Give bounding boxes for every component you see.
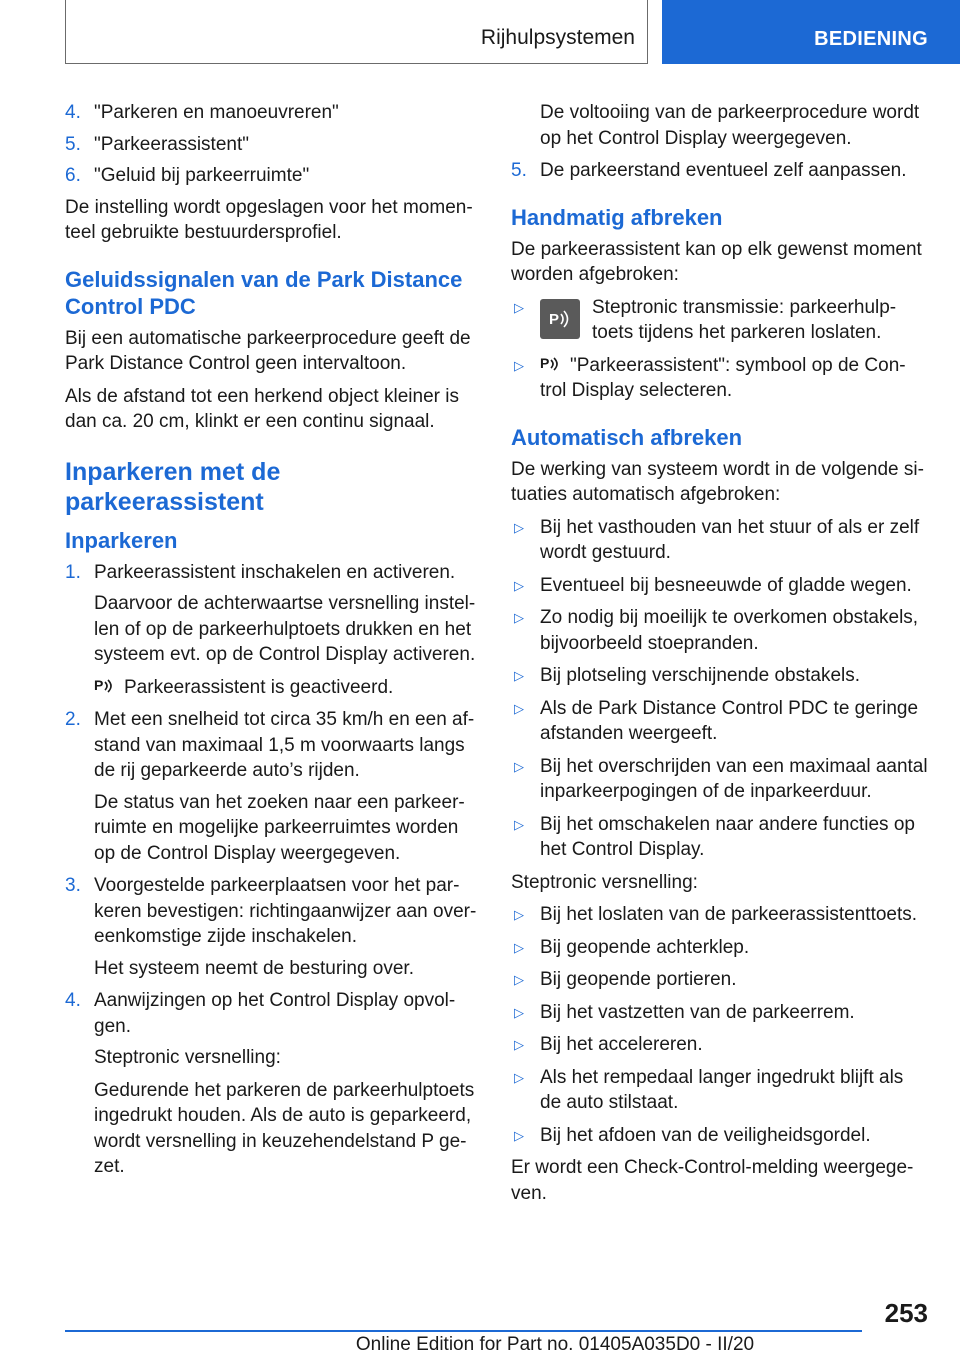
svg-text:P: P [549, 310, 560, 328]
bullet-icon: ▷ [514, 668, 524, 683]
paragraph: De werking van systeem wordt in de volgende si-tuaties automatisch afgebroken: [511, 458, 924, 505]
bullet-icon: ▷ [514, 1037, 524, 1052]
list-item [511, 1000, 929, 1026]
step-detail: De voltooiing van de parkeerprocedure wordt op het Control Display weergegeven. [540, 102, 920, 149]
bullet-icon: ▷ [514, 758, 524, 774]
list-text: Bij geopende achterklep. [540, 936, 750, 958]
list-item [65, 163, 483, 189]
park-assist-icon [540, 354, 562, 374]
step-text: Voorgestelde parkeerplaatsen voor het par-keren bevestigen: richtingaanwijzer aan over-eenkomstige zijde inschakelen. [94, 875, 477, 947]
list-text: "Parkeerassistent" [94, 133, 249, 155]
paragraph: De parkeerassistent kan op elk gewenst moment worden afgebroken: [511, 238, 922, 285]
footer-edition: Online Edition for Part no. 01405A035D0 - II/20 [355, 1334, 755, 1355]
list-text: Als het rempedaal langer ingedrukt blijft als de auto stilstaat. [540, 1066, 904, 1113]
heading-manual-cancel: Handmatig afbreken [511, 204, 723, 230]
step-detail: De status van het zoeken naar een parkeer-ruimte en mogelijke parkeerruimtes worden op de Control Display weergegeven. [94, 791, 465, 864]
list-text-wrap [540, 353, 929, 404]
list-number: 5. [65, 133, 81, 155]
auto-list [511, 515, 929, 863]
step-item [65, 988, 483, 1039]
list-item [511, 812, 929, 863]
park-assist-button-icon [540, 299, 580, 339]
bullet-icon: ▷ [514, 972, 524, 987]
list-text: Bij het vastzetten van de parkeerrem. [540, 1001, 855, 1023]
step-detail: Gedurende het parkeren de parkeerhulptoets ingedrukt houden. Als de auto is geparkeerd, wordt versnelling in keuzehendelstand P ge-zet. [94, 1079, 475, 1177]
list-item [511, 1123, 929, 1149]
bullet-icon: ▷ [514, 816, 524, 832]
step-detail: Daarvoor de achterwaartse versnelling instel-len of op de parkeerhulptoets drukken en het systeem evt. op de Control Display activeren. [94, 593, 476, 665]
bullet-icon: ▷ [514, 907, 524, 922]
list-item [511, 696, 929, 747]
step-text: De parkeerstand eventueel zelf aanpassen. [540, 160, 907, 181]
chapter-tab [662, 0, 960, 64]
list-text: Bij het omschakelen naar andere functies op het Control Display. [540, 813, 915, 860]
list-item [511, 515, 929, 566]
list-text: Bij geopende portieren. [540, 969, 737, 990]
list-text: "Parkeren en manoeuvreren" [94, 102, 339, 123]
svg-text:P: P [540, 354, 550, 371]
bullet-icon: ▷ [514, 577, 524, 593]
step-item [65, 707, 483, 784]
list-item [511, 902, 929, 928]
steptronic-list [511, 902, 929, 1148]
list-text: "Parkeerassistent": symbool op de Con-trol Display selecteren. [540, 354, 906, 401]
step-text: Parkeerassistent inschakelen en activeren. [94, 561, 456, 583]
paragraph: Bij een automatische parkeerprocedure geeft de Park Distance Control geen intervaltoon. [65, 327, 471, 374]
step-detail [94, 675, 483, 701]
list-number: 6. [65, 165, 81, 186]
step-text: Met een snelheid tot circa 35 km/h en een af-stand van maximaal 1,5 m voorwaarts langs de rij geparkeerde auto’s rijden. [94, 709, 475, 781]
list-item [511, 353, 929, 404]
list-item [511, 935, 929, 961]
list-item [511, 1065, 929, 1116]
step-number: 2. [65, 709, 81, 730]
paragraph: Steptronic versnelling: [511, 871, 698, 893]
section-title: Rijhulpsystemen [480, 26, 635, 49]
park-assist-icon [94, 676, 116, 696]
list-text: Eventueel bij besneeuwde of gladde wegen. [540, 574, 912, 596]
list-item [511, 605, 929, 656]
heading-pdc-sounds: Geluidssignalen van de Park Distance Control PDC [65, 266, 463, 319]
step-detail: Steptronic versnelling: [94, 1047, 281, 1068]
bullet-icon: ▷ [514, 357, 524, 373]
footer-divider [65, 1330, 862, 1332]
bullet-icon: ▷ [514, 1069, 524, 1085]
step-text: Aanwijzingen op het Control Display opvol-gen. [94, 990, 456, 1037]
paragraph: De instelling wordt opgeslagen voor het momen-teel gebruikte bestuurdersprofiel. [65, 196, 473, 243]
list-item [511, 967, 929, 993]
list-text: Bij het vasthouden van het stuur of als er zelf wordt gestuurd. [540, 516, 920, 563]
step-item [65, 560, 483, 586]
list-item [65, 100, 483, 126]
bullet-icon: ▷ [514, 519, 524, 535]
list-text: Bij het accelereren. [540, 1034, 703, 1055]
list-text: Zo nodig bij moeilijk te overkomen obstakels, bijvoorbeeld stoepranden. [540, 607, 919, 654]
bullet-icon: ▷ [514, 939, 524, 955]
list-text: Bij het loslaten van de parkeerassistenttoets. [540, 904, 918, 925]
list-number: 4. [65, 102, 81, 123]
step-detail: Het systeem neemt de besturing over. [94, 957, 414, 979]
list-text: Als de Park Distance Control PDC te geringe afstanden weergeeft. [540, 697, 919, 744]
heading-auto-cancel: Automatisch afbreken [511, 424, 743, 450]
bullet-icon: ▷ [514, 1127, 524, 1143]
step-detail-text: Parkeerassistent is geactiveerd. [124, 676, 394, 698]
list-item [511, 573, 929, 599]
chapter-title: BEDIENING [814, 28, 928, 50]
step-number: 5. [511, 160, 527, 181]
step-number: 4. [65, 990, 81, 1011]
list-text: Bij plotseling verschijnende obstakels. [540, 665, 861, 686]
step-number: 1. [65, 561, 81, 583]
list-item [511, 1032, 929, 1058]
list-text: Bij het overschrijden van een maximaal aantal inparkeerpogingen of de inparkeerduur. [540, 755, 928, 802]
heading-inparkeren: Inparkeren [65, 527, 178, 553]
list-text: Steptronic transmissie: parkeerhulp-toets tijdens het parkeren loslaten. [592, 296, 897, 343]
bullet-icon: ▷ [514, 700, 524, 716]
list-item [65, 132, 483, 158]
list-item [511, 663, 929, 689]
left-column [65, 100, 483, 1187]
step-item [65, 873, 483, 950]
bullet-icon: ▷ [514, 299, 524, 315]
step-item [511, 158, 929, 184]
list-text: Bij het afdoen van de veiligheidsgordel. [540, 1124, 871, 1146]
svg-text:P: P [94, 676, 104, 693]
bullet-icon: ▷ [514, 1004, 524, 1020]
list-item [511, 295, 929, 346]
right-column [511, 100, 929, 1213]
bullet-icon: ▷ [514, 610, 524, 625]
list-item [511, 754, 929, 805]
paragraph: Er wordt een Check-Control-melding weergege-ven. [511, 1157, 914, 1204]
list-text: "Geluid bij parkeerruimte" [94, 165, 310, 186]
page-number: 253 [884, 1298, 928, 1328]
step-number: 3. [65, 875, 81, 896]
heading-park-assist: Inparkeren met de parkeerassistent [65, 457, 281, 516]
paragraph: Als de afstand tot een herkend object kleiner is dan ca. 20 cm, klinkt er een continu signaal. [65, 385, 459, 432]
